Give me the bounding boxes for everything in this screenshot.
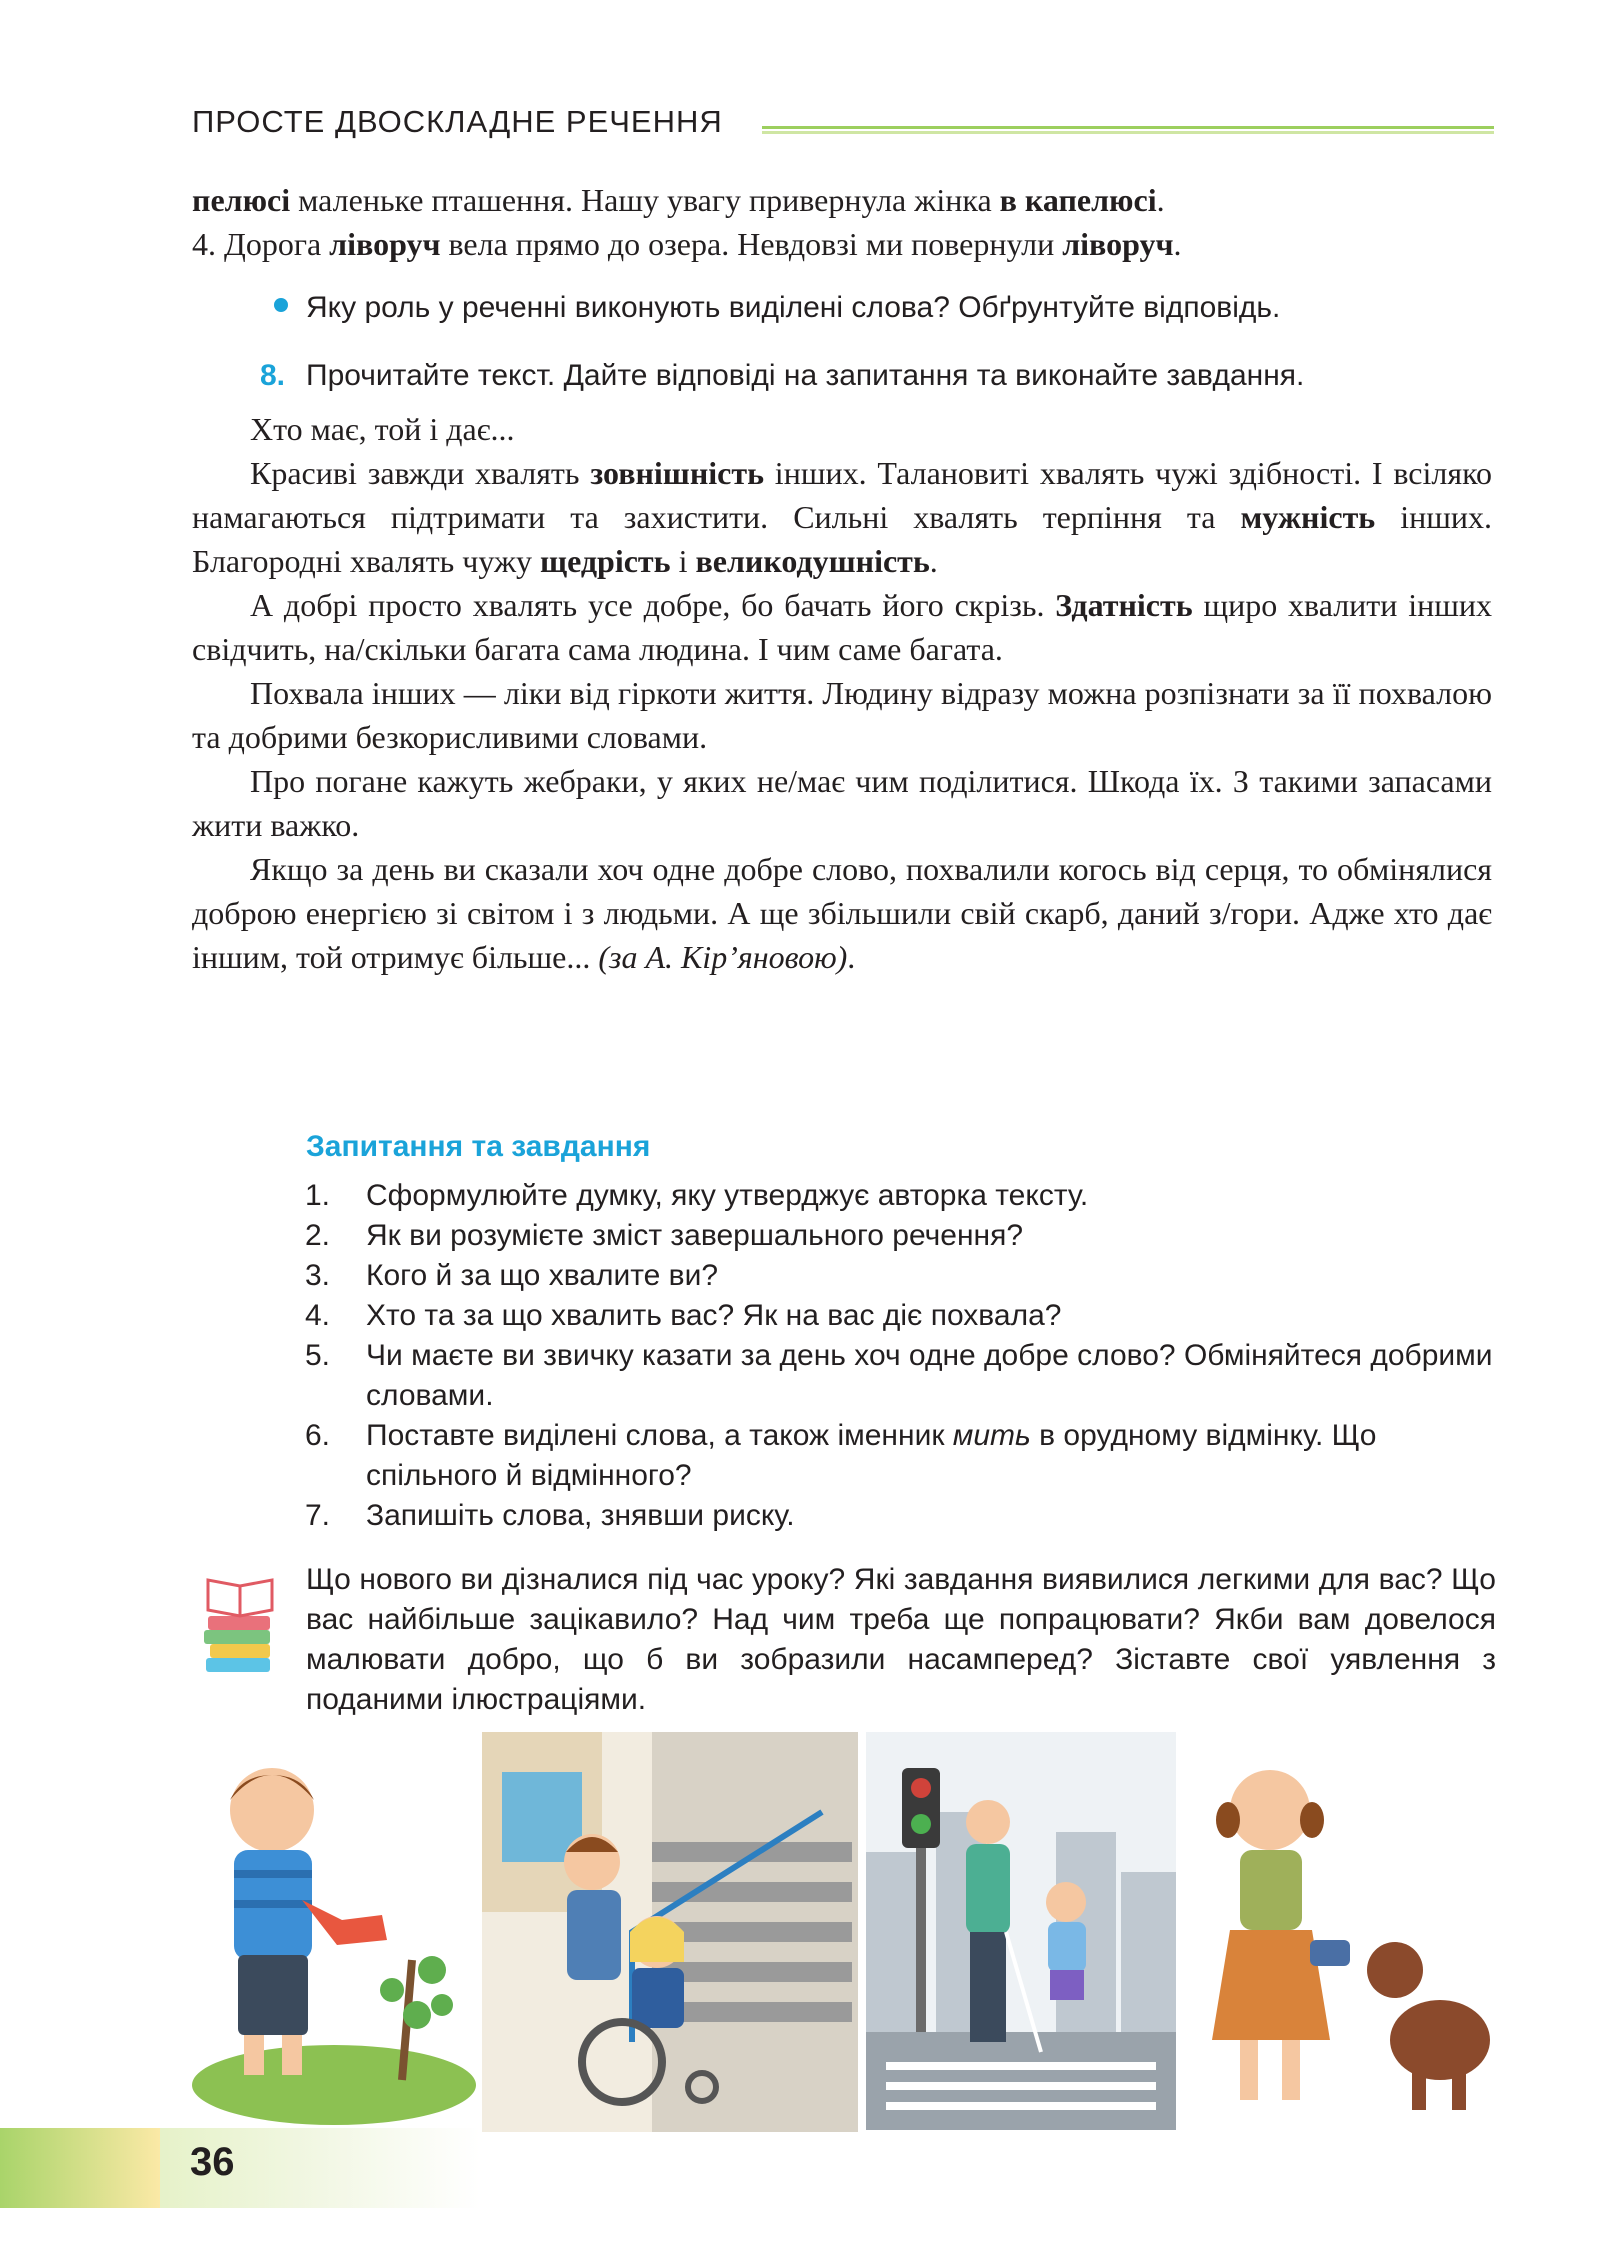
page-number-accent [0, 2128, 160, 2208]
story-paragraph-2: А добрі просто хвалять усе добре, бо бачать його скрізь. Здатність щиро хвалити інших свідчить, на/скільки багата сама людина. І чим саме багата. [192, 587, 1493, 667]
story-paragraph-5: Якщо за день ви сказали хоч одне добре слово, похвалили когось від серця, то обмінялися доброю енергією зі світом і з людьми. А ще збільшили свій скарб, даний з/гори. Адже хто дає іншим, той отримує більше... (за А. Кір’яновою). [192, 851, 1492, 975]
highlighted-word: Здатність [1055, 587, 1193, 623]
source-attribution: (за А. Кір’яновою) [598, 939, 848, 975]
highlighted-word: ліворуч [329, 226, 441, 262]
bullet-dot-icon [274, 298, 288, 312]
highlighted-word: в капелюсі [999, 182, 1157, 218]
list-item: 7. Запишіть слова, знявши риску. [305, 1499, 795, 1532]
highlighted-word: великодушність [695, 543, 930, 579]
continuation-line-2: 4. Дорога ліворуч вела прямо до озера. Невдовзі ми повернули ліворуч. [192, 226, 1182, 262]
story-title: Хто має, той і дає... [250, 411, 515, 447]
task-8 [260, 356, 1496, 396]
highlighted-word: ліворуч [1062, 226, 1174, 262]
continuation-line-1: пелюсі маленьке пташення. Нашу увагу привернула жінка в капелюсі. [192, 182, 1165, 218]
highlighted-word: пелюсі [192, 182, 291, 218]
header-rule [762, 126, 1494, 134]
illustration-woman-and-child-crossing [866, 1732, 1176, 2130]
list-item: 5. Чи маєте ви звичку казати за день хоч одне добре слово? Обміняйтеся добрими словами. [305, 1339, 1493, 1412]
illustration-girl-feeding-dog [1190, 1740, 1500, 2132]
list-item: 6. Поставте виділені слова, а також іменник мить в орудному відмінку. Що спільного й відмінного? [305, 1419, 1377, 1492]
illustration-boy-helping-girl-wheelchair [482, 1732, 858, 2132]
running-header [192, 104, 1492, 144]
highlighted-word: зовнішність [590, 455, 764, 491]
list-item: 2. Як ви розумієте зміст завершального речення? [305, 1219, 1024, 1252]
reflection-text: Що нового ви дізналися під час уроку? Які завдання виявилися легкими для вас? Що вас найбільше зацікавило? Над чим треба ще попрацювати? Якби вам довелося малювати добро, що б ви зобразили насамперед? Зіставте свої уявлення з поданими ілюстраціями. [306, 1563, 1496, 1716]
section-title: ПРОСТЕ ДВОСКЛАДНЕ РЕЧЕННЯ [192, 104, 723, 139]
page-number: 36 [190, 2140, 235, 2184]
highlighted-word: мужність [1240, 499, 1376, 535]
story-text [192, 407, 1492, 979]
questions-list [306, 1176, 1496, 1536]
story-paragraph-1: Красиві завжди хвалять зовнішність інших. Талановиті хвалять чужі здібності. І всіляко намагаються підтримати та захистити. Сильні хвалять терпіння та мужність інших. Благородні хвалять чужу щедрість і великодушність. [192, 455, 1493, 579]
task-number: 8. [260, 359, 286, 392]
list-item: 3. Кого й за що хвалите ви? [305, 1259, 719, 1292]
highlighted-word: щедрість [540, 543, 671, 579]
bullet-question: Яку роль у реченні виконують виділені слова? Обґрунтуйте відповідь. [306, 288, 1496, 328]
questions-title: Запитання та завдання [306, 1130, 651, 1163]
exercise-continuation [192, 178, 1492, 266]
task-instruction: Прочитайте текст. Дайте відповіді на запитання та виконайте завдання. [306, 359, 1305, 392]
illustration-boy-watering-tree [192, 1740, 476, 2132]
story-paragraph-4: Про погане кажуть жебраки, у яких не/має чим поділитися. Шкода їх. З такими запасами жити важко. [192, 763, 1492, 843]
book-stack-icon [200, 1570, 280, 1680]
story-paragraph-3: Похвала інших — ліки від гіркоти життя. Людину відразу можна розпізнати за її похвалою та добрими безкорисливими словами. [192, 675, 1492, 755]
list-item: 1. Сформулюйте думку, яку утверджує авторка тексту. [305, 1179, 1089, 1212]
list-item: 4. Хто та за що хвалить вас? Як на вас діє похвала? [305, 1299, 1062, 1332]
